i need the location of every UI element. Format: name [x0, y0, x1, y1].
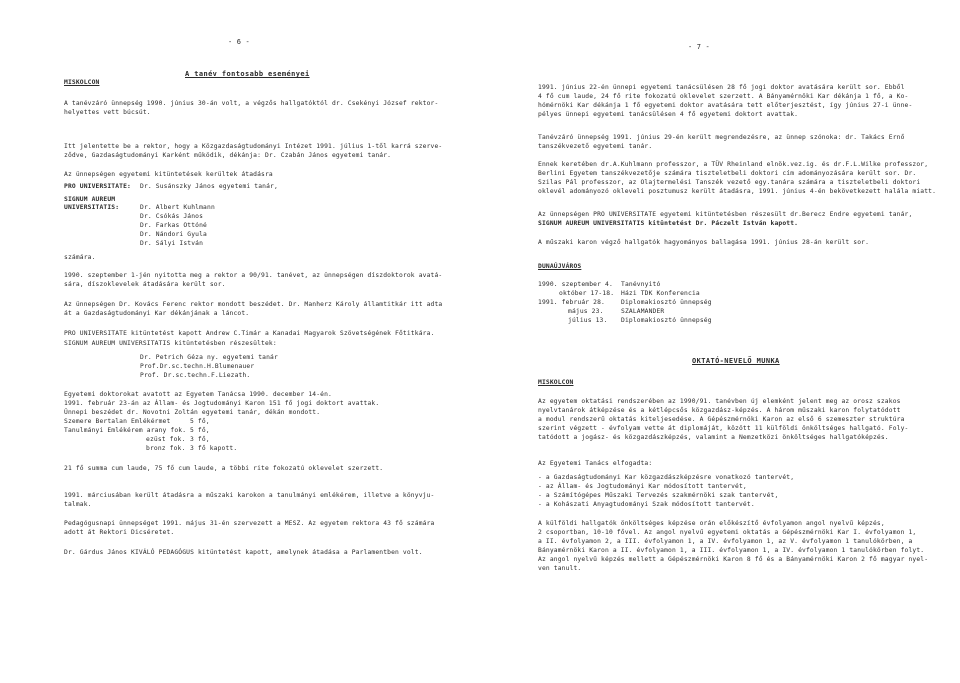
award-row-name: bronz fok.	[146, 445, 186, 452]
paragraph-line: A tanévzáró ünnepség 1990. június 30-án volt, a végzős hallgatóktól dr. Csekényi József rektor-	[64, 100, 439, 107]
paragraph-line: ven tanult.	[538, 565, 582, 572]
event-name: Házi TDK Konferencia	[621, 290, 700, 297]
paragraph-line: Az egyetem oktatási rendszerében az 1990/91. tanévben új elemként jelent meg az orosz szakos	[538, 398, 901, 405]
award-recipient: Dr. Albert Kuhlmann	[140, 204, 215, 211]
paragraph-line: Az Egyetemi Tanács elfogadta:	[538, 460, 653, 467]
award-recipient: Prof.Dr.sc.techn.H.Blumenauer	[140, 363, 255, 370]
paragraph-line: tatódott a jogász- és közgazdászképzés, valamint a Nemzetközi önköltséges hallgatóképzés.	[538, 434, 889, 441]
paragraph-line: 4 fő cum laude, 24 fő rite fokozatú oklevelet szerzett. A Bányamérnöki Kar dékánja 1 fő, a Ko-	[538, 93, 909, 100]
award-label-pro: PRO UNIVERSITATE:	[64, 183, 131, 190]
list-item: - a Gazdaságtudományi Kar közgazdászképzésre vonatkozó tantervét,	[538, 474, 795, 481]
list-item: - az Állam- és Jogtudományi Kar módosított tantervét,	[538, 483, 747, 490]
paragraph-line: sára, díszoklevelek átadására került sor.	[64, 281, 226, 288]
event-name: Tanévnyitó	[621, 281, 661, 288]
paragraph-line: 21 fő summa cum laude, 75 fő cum laude, a többi rite fokozatú oklevelet szerzett.	[64, 465, 384, 472]
page-number-right: - 7 -	[688, 43, 710, 51]
paragraph-line: Bányamérnöki Karon a II. évfolyamon 1, a III. évfolyamon 1, a IV. évfolyamon 1 tanulókörben folyt.	[538, 547, 925, 554]
paragraph-line: A külföldi hallgatók önköltséges képzése orán előkészítő évfolyamon angol nyelvű képzés,	[538, 520, 885, 527]
event-date: október 17-18.	[559, 290, 615, 297]
section-heading-dunaujvaros: DUNAÚJVÁROS	[538, 263, 582, 270]
event-name: Diplomakiosztó ünnepség	[621, 317, 712, 324]
event-date: 1991. február 28.	[538, 299, 605, 306]
paragraph-line: 1991. február 23-án az Állam- és Jogtudományi Karon 151 fő jogi doktort avattak.	[64, 400, 380, 407]
paragraph-line: tanszékvezető egyetemi tanár.	[538, 143, 653, 150]
paragraph-line: a II. évfolyamon 2, a III. évfolyamon 1, a IV. évfolyamon 1, az V. évfolyamon 1 tanulókörben, a	[538, 538, 913, 545]
paragraph-line: pélyes ünnepi egyetemi tanácsülésen 4 fő egyetemi doktort avattak.	[538, 111, 799, 118]
paragraph-line: A műszaki karon végző hallgatók hagyományos ballagása 1991. június 28-án került sor.	[538, 239, 870, 246]
paragraph-line: Pedagógusnapi ünnepséget 1991. május 31-én szervezett a MESZ. Az egyetem rektora 43 fő számára	[64, 520, 435, 527]
paragraph-line: 1990. szeptember 1-jén nyitotta meg a rektor a 90/91. tanévet, az ünnepségen díszdoktorok avatá-	[64, 272, 443, 279]
paragraph-line: Az ünnepségen egyetemi kitüntetések kerültek átadásra	[64, 171, 273, 178]
paragraph-line: számára.	[64, 254, 96, 261]
paragraph-line: Szilas Pál professzor, az Olajtermelési Tanszék vezető egy.tanára számára a tiszteletbeli doktori	[538, 179, 921, 186]
page-number-left: - 6 -	[228, 38, 250, 46]
paragraph-line: SIGNUM AUREUM UNIVERSITATIS kitüntetésben részesültek:	[64, 340, 277, 347]
paragraph-line: hómérnöki Kar dékánja 1 fő egyetemi doktor avatására tett előterjesztést, így június 27-i ünne-	[538, 102, 913, 109]
award-row-count: 5 fő,	[190, 427, 210, 434]
award-row-name: Tanulmányi Emlékérem arany fok.	[64, 427, 187, 434]
section-heading-miskolc: MISKOLCON	[538, 379, 574, 386]
paragraph-line: Dr. Gárdus János KIVÁLÓ PEDAGÓGUS kitüntetést kapott, amelynek átadása a Parlamentben volt.	[64, 549, 423, 556]
paragraph-line: nyelvtanárok átképzése és a kétlépcsős közgazdász-képzés. A három műszaki karon folytatódott	[538, 407, 901, 414]
paragraph-line: Az angol nyelvű képzés mellett a Gépészmérnöki Karon 8 fő és a Bányamérnöki Karon 2 fő magyar nyel-	[538, 556, 929, 563]
event-name: Diplomakiosztó ünnepség	[621, 299, 712, 306]
section-heading-oktato: OKTATÓ-NEVELŐ MUNKA	[692, 357, 780, 365]
award-recipient: Prof. Dr.sc.techn.F.Liezath.	[140, 372, 251, 379]
paragraph-line: adott át Rektori Dicséretet.	[64, 529, 175, 536]
paragraph-line: Ennek keretében dr.A.Kuhlmann professzor, a TÜV Rheinland elnök.vez.ig. és dr.F.L.Wilke professzor,	[538, 161, 929, 168]
paragraph-line: szerint végzett - évfolyam vette át diplomáját, között 11 külföldi önköltséges hallgató. Foly-	[538, 425, 909, 432]
paragraph-line: PRO UNIVERSITATE kitüntetést kapott Andrew C.Timár a Kanadai Magyarok Szövetségének Főtitkára.	[64, 330, 435, 337]
paragraph-line: át a Gazdaságtudományi Kar dékánjának a láncot.	[64, 310, 250, 317]
paragraph-line: 2 csoportban, 10-10 fővel. Az angol nyelvű egyetemi oktatás a Gépészmérnöki Kar I. évfolyamon 1,	[538, 529, 917, 536]
award-label-signum: SIGNUM AUREUM	[64, 196, 116, 203]
award-row-name: ezüst fok.	[146, 436, 186, 443]
award-recipient: Dr. Csókás János	[140, 213, 204, 220]
paragraph-line: Az ünnepségen PRO UNIVERSITATE egyetemi kitüntetésben részesült dr.Berecz Endre egyetemi tanár,	[538, 211, 913, 218]
paragraph-line: a modul rendszerű oktatás kiteljesedése. A Gépészmérnöki Karon az első 6 szemeszter struktúra	[538, 416, 905, 423]
event-date: május 23.	[568, 308, 604, 315]
award-row-count: 5 fő,	[190, 418, 210, 425]
award-recipient: Dr. Susánszky János egyetemi tanár,	[140, 183, 278, 190]
list-item: - a Kohászati Anyagtudományi Szak módosított tantervét.	[538, 501, 755, 508]
paragraph-line: SIGNUM AUREUM UNIVERSITATIS kitüntetést Dr. Páczelt István kapott.	[538, 220, 799, 227]
award-row-count: 3 fő,	[190, 436, 210, 443]
event-date: 1990. szeptember 4.	[538, 281, 613, 288]
page-heading: A tanév fontosabb eseményei	[185, 70, 310, 78]
award-recipient: Dr. Nándori Gyula	[140, 231, 207, 238]
paragraph-line: Itt jelentette be a rektor, hogy a Közgazdaságtudományi Intézet 1991. július 1-től karrá szerve-	[64, 143, 443, 150]
paragraph-line: oklevél adományozó okleveli posztumusz került átadásra, 1991. június 4-én bekövetkezett halála miatt.	[538, 188, 937, 195]
award-recipient: Dr. Petrich Géza ny. egyetemi tanár	[140, 354, 278, 361]
award-label-signum: UNIVERSITATIS:	[64, 204, 120, 211]
section-heading-miskolc: MISKOLCON	[64, 79, 100, 86]
award-row-count: 3 fő kapott.	[190, 445, 238, 452]
award-recipient: Dr. Farkas Ottóné	[140, 222, 207, 229]
event-date: július 13.	[568, 317, 608, 324]
paragraph-line: Tanévzáró ünnepség 1991. június 29-én került megrendezésre, az ünnep szónoka: dr. Takács Ernő	[538, 134, 905, 141]
paragraph-line: Berlini Egyetem tanszékvezetője számára tiszteletbeli doktori cím adományozására került sor. Dr.	[538, 170, 917, 177]
right-page	[480, 0, 960, 683]
paragraph-line: 1991. márciusában került átadásra a műszaki karokon a tanulmányi emlékérem, illetve a könyvju-	[64, 492, 435, 499]
paragraph-line: helyettes vett búcsút.	[64, 109, 151, 116]
paragraph-line: 1991. június 22-én ünnepi egyetemi tanácsülésen 28 fő jogi doktor avatására került sor. Ebből	[538, 84, 905, 91]
list-item: - a Számítógépes Műszaki Tervezés szakmérnöki szak tantervét,	[538, 492, 779, 499]
award-recipient: Dr. Sályi István	[140, 240, 204, 247]
paragraph-line: Az ünnepségen Dr. Kovács Ferenc rektor mondott beszédet. Dr. Manherz Károly államtitkár itt adta	[64, 301, 443, 308]
paragraph-line: ződve, Gazdaságtudományi Karként működik, dékánja: Dr. Czabán János egyetemi tanár.	[64, 152, 392, 159]
paragraph-line: Ünnepi beszédet dr. Novotni Zoltán egyetemi tanár, dékán mondott.	[64, 409, 321, 416]
award-row-name: Szemere Bertalan Emlékérmet	[64, 418, 171, 425]
paragraph-line: talmak.	[64, 501, 92, 508]
event-name: SZALAMANDER	[621, 308, 665, 315]
paragraph-line: Egyetemi doktorokat avatott az Egyetem Tanácsa 1990. december 14-én.	[64, 391, 332, 398]
